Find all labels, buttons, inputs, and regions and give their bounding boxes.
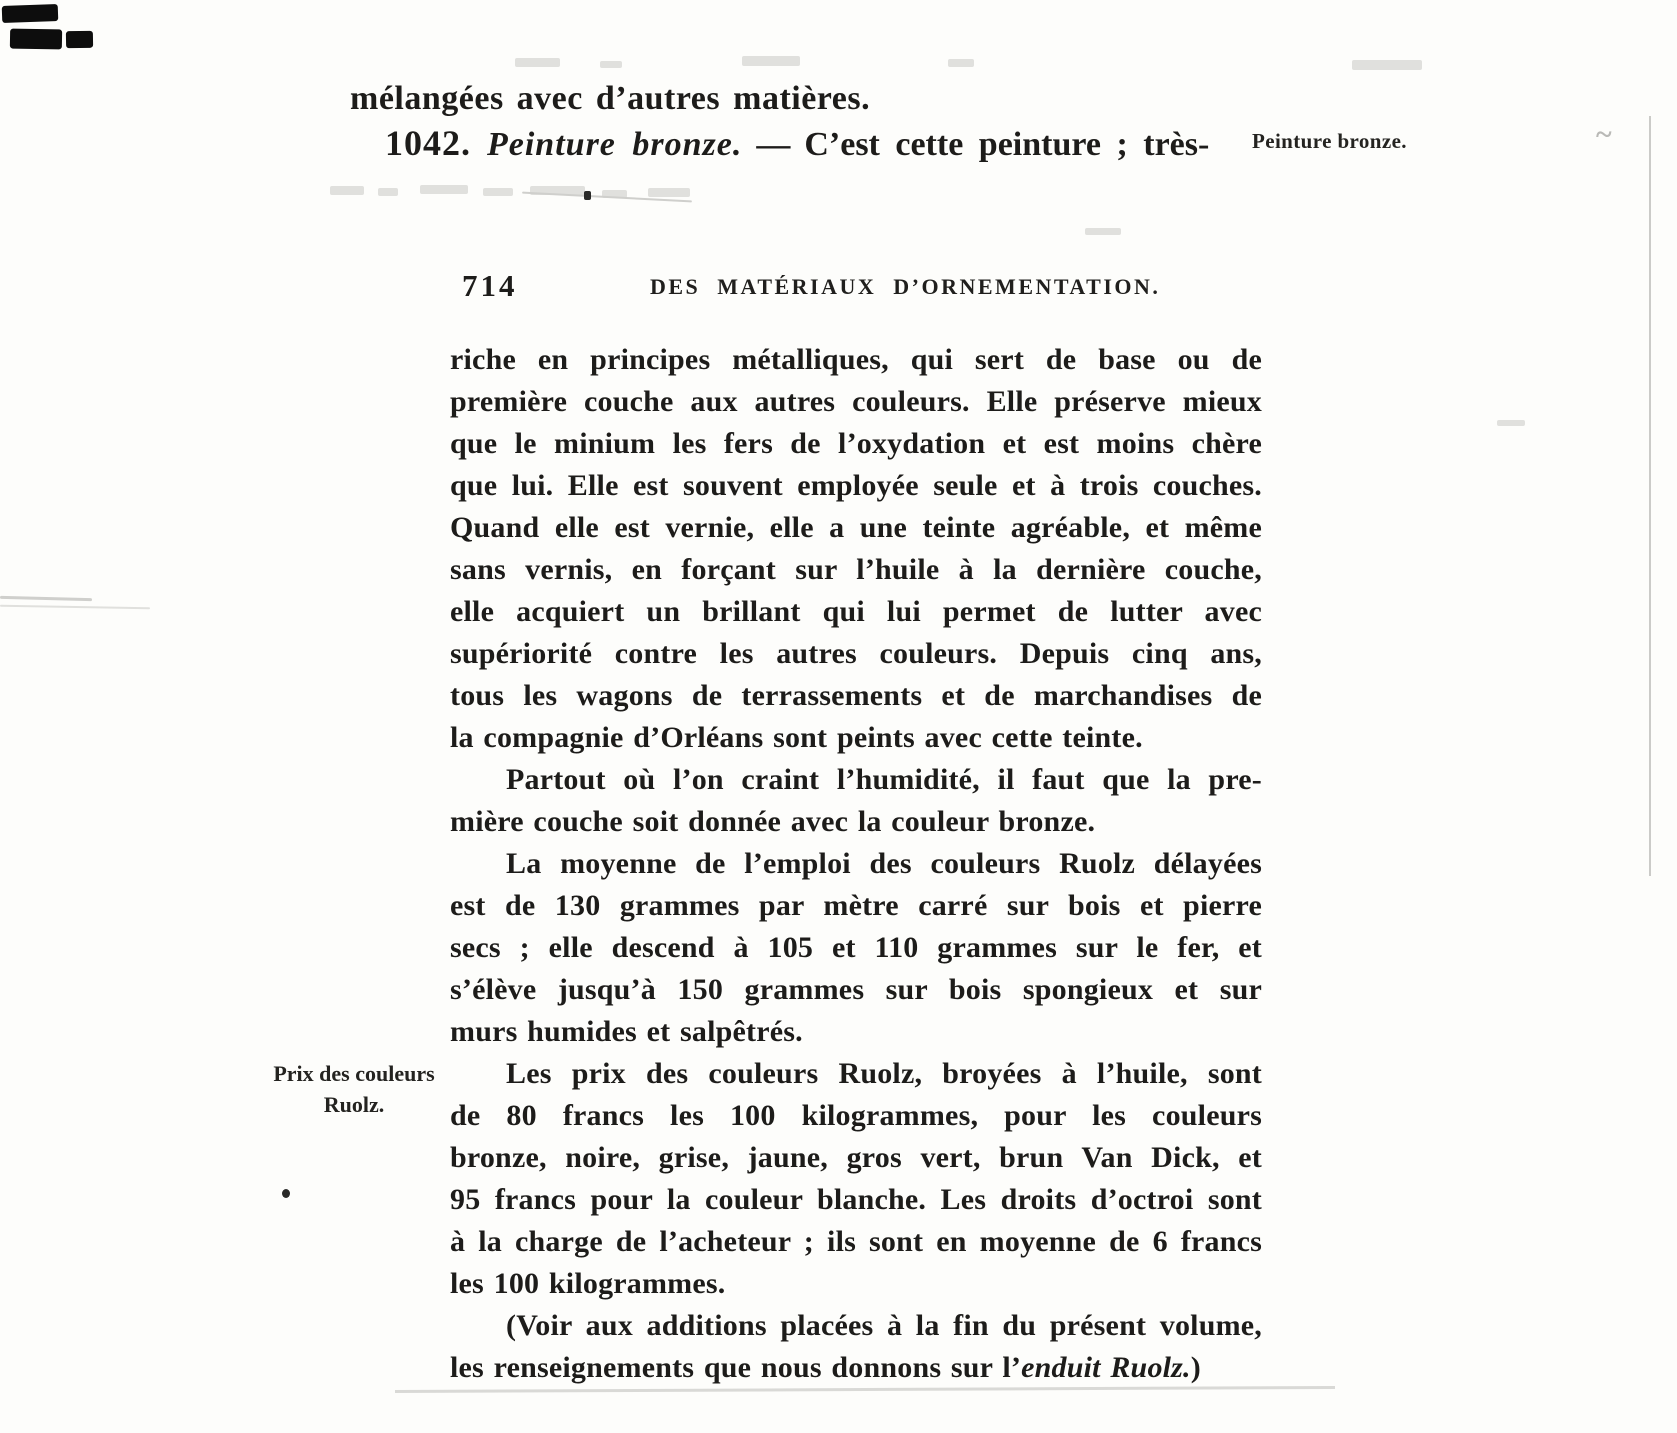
body-line-text: les renseignements que nous donnons sur l’: [450, 1351, 1022, 1384]
scan-smudge: [948, 59, 974, 67]
body-line: Quand elle est vernie, elle a une teinte agréable, et même: [450, 511, 1262, 544]
body-line: murs humides et salpêtrés.: [450, 1015, 803, 1048]
scan-smudge: [600, 61, 622, 68]
body-line: riche en principes métalliques, qui sert de base ou de: [450, 343, 1262, 376]
margin-note-right: Peinture bronze.: [1252, 129, 1407, 153]
body-line: La moyenne de l’emploi des couleurs Ruolz délayées: [506, 847, 1262, 880]
scan-smudge: [420, 185, 468, 194]
entry-title: Peinture bronze.: [487, 126, 743, 163]
scan-smudge: [1352, 60, 1422, 70]
body-line: les 100 kilogrammes.: [450, 1267, 726, 1300]
scan-corner-mark: [66, 31, 93, 48]
running-header: DES MATÉRIAUX D’ORNEMENTATION.: [650, 274, 1161, 299]
body-line: tous les wagons de terrassements et de marchandises de: [450, 679, 1262, 712]
entry-line: [385, 122, 1209, 164]
scan-scratch-line: [0, 605, 150, 610]
em-dash: —: [756, 126, 791, 163]
body-line: Les prix des couleurs Ruolz, broyées à l’huile, sont: [506, 1057, 1262, 1090]
body-line: Partout où l’on craint l’humidité, il faut que la pre-: [506, 763, 1262, 796]
margin-note-left-line: Prix des couleurs: [273, 1061, 435, 1086]
fragment-line: mélangées avec d’autres matières.: [350, 80, 871, 117]
body-line: la compagnie d’Orléans sont peints avec cette teinte.: [450, 721, 1143, 754]
body-line: secs ; elle descend à 105 et 110 grammes sur le fer, et: [450, 931, 1262, 964]
body-line: 95 francs pour la couleur blanche. Les droits d’octroi sont: [450, 1183, 1262, 1216]
scan-speck: [282, 1189, 290, 1198]
body-text: [450, 339, 1262, 1389]
margin-note-left-line: Ruolz.: [323, 1092, 385, 1117]
scan-scratch-line: [0, 596, 92, 601]
body-line: de 80 francs les 100 kilogrammes, pour les couleurs: [450, 1099, 1262, 1132]
scan-smudge: [515, 58, 560, 67]
scan-smudge: [1085, 228, 1121, 235]
page-edge-line: [1649, 116, 1651, 876]
body-line: première couche aux autres couleurs. Elle préserve mieux: [450, 385, 1262, 418]
scan-squiggle: ~: [1596, 118, 1612, 151]
scan-corner-mark: [2, 4, 59, 23]
body-line: que le minium les fers de l’oxydation et est moins chère: [450, 427, 1262, 460]
scan-smudge: [742, 56, 800, 66]
margin-note-left: [248, 1058, 460, 1120]
scan-speck: [584, 191, 591, 200]
page-number: 714: [462, 268, 518, 303]
body-line: supériorité contre les autres couleurs. Depuis cinq ans,: [450, 637, 1262, 670]
scan-corner-mark: [10, 29, 62, 50]
scan-smudge: [378, 188, 398, 196]
body-line: mière couche soit donnée avec la couleur bronze.: [450, 805, 1096, 838]
body-line: [450, 1347, 1262, 1389]
scan-smudge: [483, 188, 513, 196]
entry-number: 1042.: [385, 123, 471, 163]
body-line: à la charge de l’acheteur ; ils sont en moyenne de 6 francs: [450, 1225, 1262, 1258]
scan-smudge: [648, 188, 690, 197]
body-line: que lui. Elle est souvent employée seule et à trois couches.: [450, 469, 1262, 502]
body-line: s’élève jusqu’à 150 grammes sur bois spongieux et sur: [450, 973, 1262, 1006]
scan-smudge: [330, 186, 364, 195]
body-line-italic: enduit Ruolz.: [1021, 1351, 1191, 1384]
body-line: sans vernis, en forçant sur l’huile à la dernière couche,: [450, 553, 1262, 586]
scan-smudge: [1497, 420, 1525, 426]
body-line: elle acquiert un brillant qui lui permet de lutter avec: [450, 595, 1262, 628]
body-line: bronze, noire, grise, jaune, gros vert, brun Van Dick, et: [450, 1141, 1262, 1174]
body-line-text: ): [1190, 1351, 1201, 1384]
entry-text: C’est cette peinture ; très-: [804, 126, 1210, 163]
body-line: est de 130 grammes par mètre carré sur bois et pierre: [450, 889, 1262, 922]
body-line: (Voir aux additions placées à la fin du présent volume,: [506, 1309, 1262, 1342]
